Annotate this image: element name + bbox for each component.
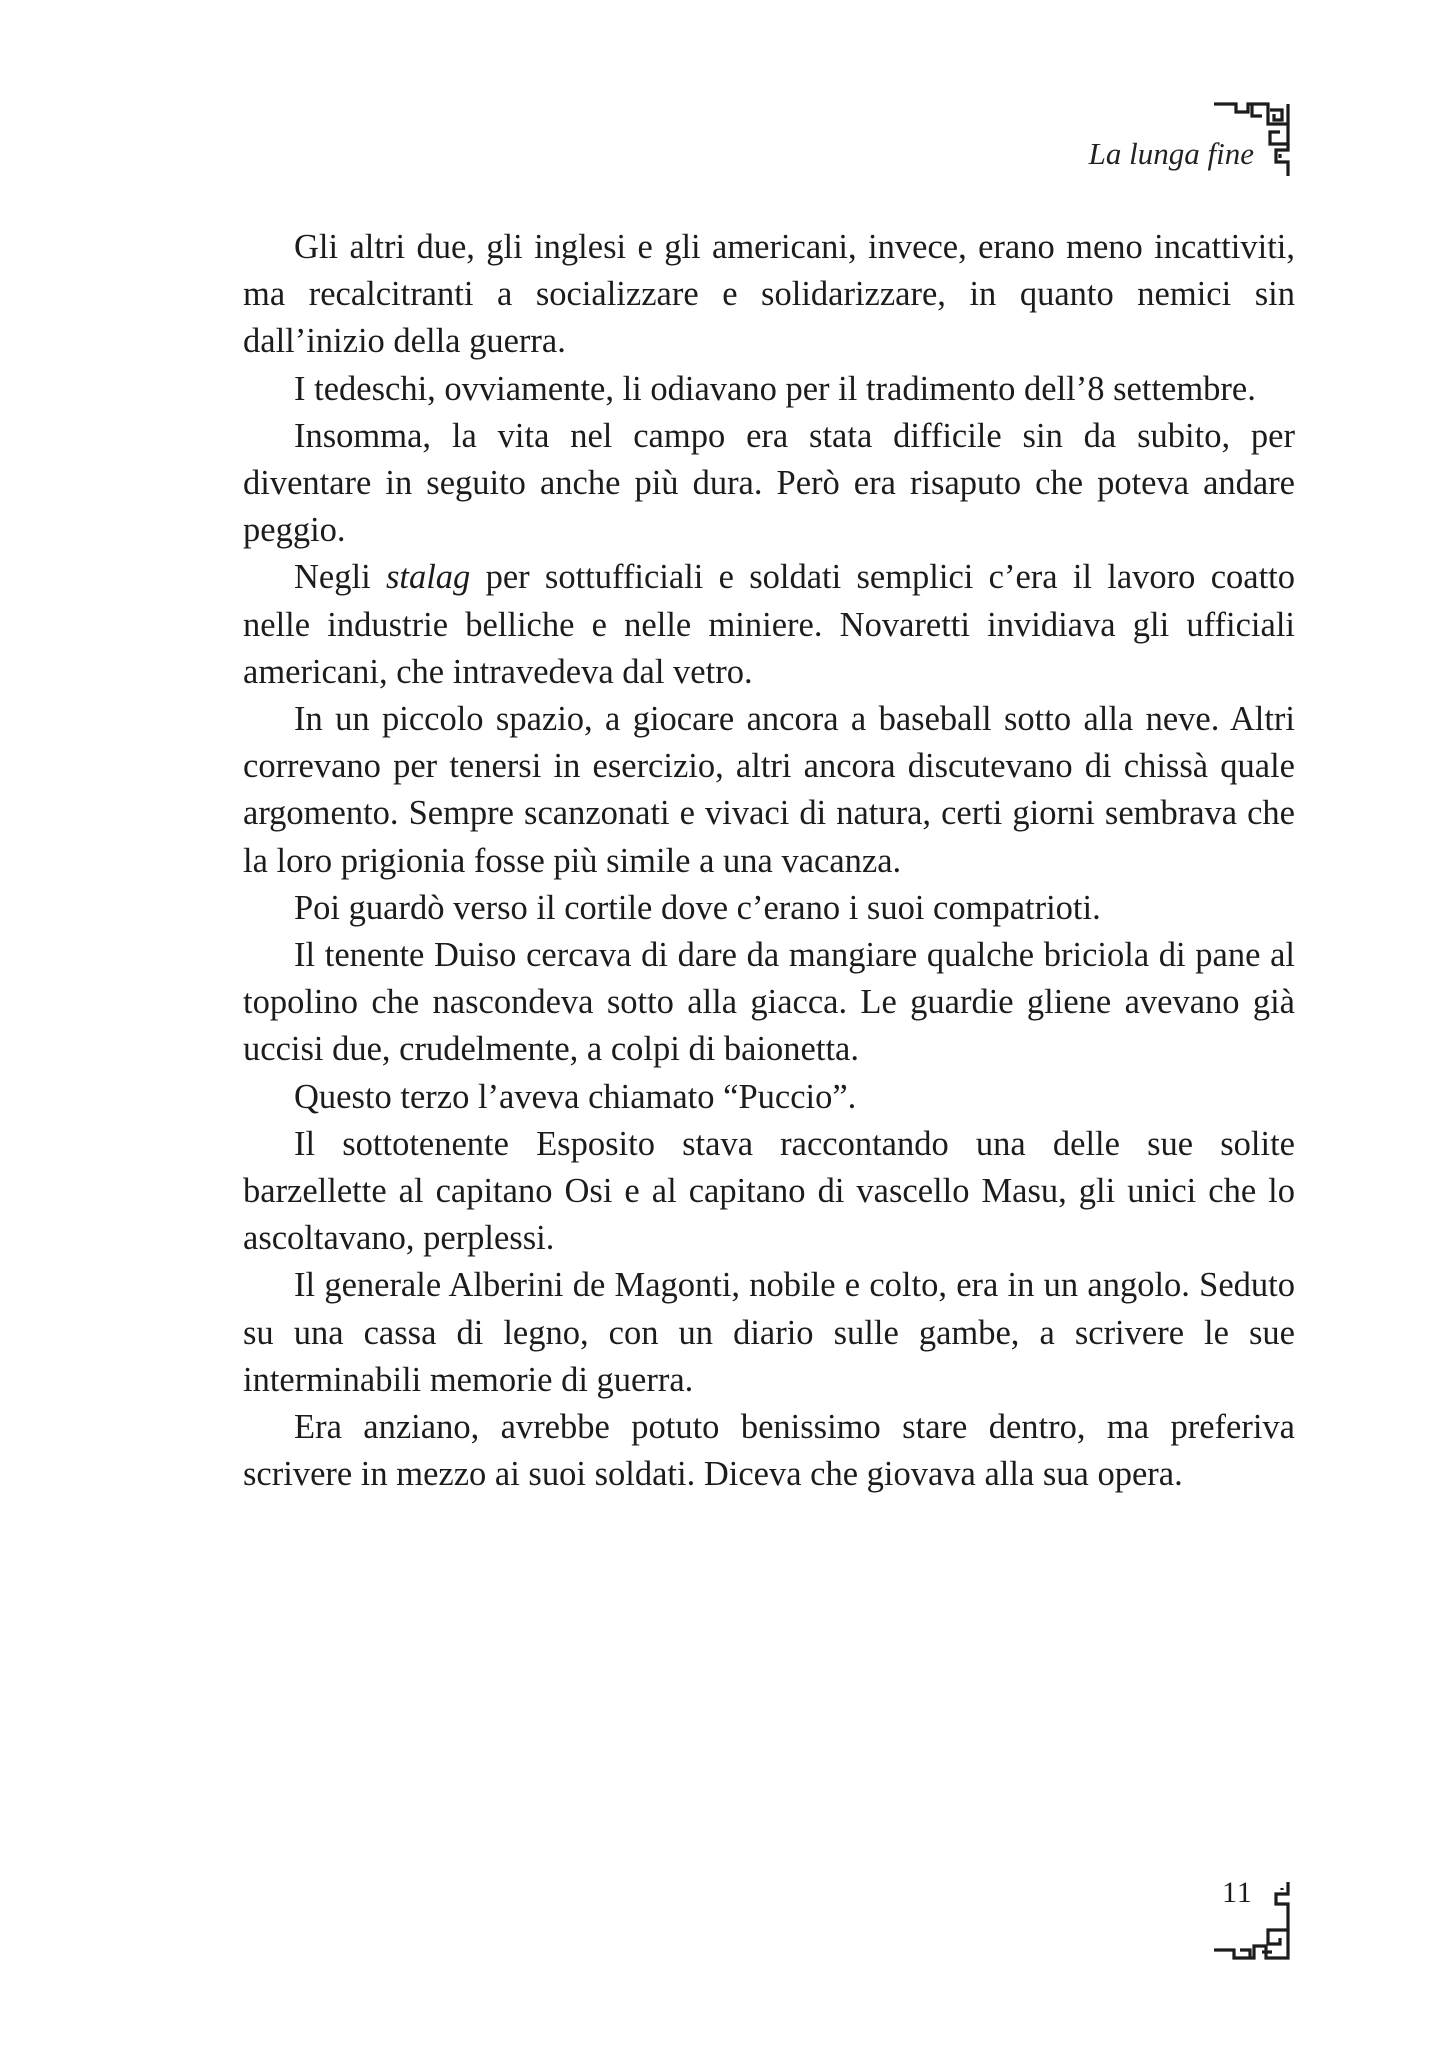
emphasized-term: stalag xyxy=(385,558,471,597)
paragraph: Il tenente Duiso cercava di dare da mangiare qualche briciola di pane al topolino che nascondeva sotto alla giacca. Le guardie gliene avevano già uccisi due, crudelmente, a colpi di baionetta. xyxy=(243,936,1295,1069)
paragraph: In un piccolo spazio, a giocare ancora a baseball sotto alla neve. Altri correvano per tenersi in esercizio, altri ancora discutevano di chissà quale argomento. Sempre scanzonati e vivaci di natura, certi giorni sembrava che la loro prigionia fosse più simile a una vacanza. xyxy=(243,700,1295,880)
running-title: La lunga fine xyxy=(1088,136,1254,171)
paragraph: Era anziano, avrebbe potuto benissimo stare dentro, ma preferiva scrivere in mezzo ai suoi soldati. Diceva che giovava alla sua opera. xyxy=(243,1408,1295,1494)
paragraph: Il sottotenente Esposito stava raccontando una delle sue solite barzellette al capitano Osi e al capitano di vascello Masu, gli unici che lo ascoltavano, perplessi. xyxy=(243,1124,1295,1258)
page-number: 11 xyxy=(1222,1876,1253,1909)
paragraph: Poi guardò verso il cortile dove c’erano i suoi compatrioti. xyxy=(294,888,1101,927)
paragraph: Il generale Alberini de Magonti, nobile e colto, era in un angolo. Seduto su una cassa di legno, con un diario sulle gambe, a scrivere le sue interminabili memorie di guerra. xyxy=(243,1266,1295,1399)
paragraph xyxy=(243,554,1295,696)
paragraph: Gli altri due, gli inglesi e gli americani, invece, erano meno incattiviti, ma recalcitranti a socializzare e solidarizzare, in quanto nemici sin dall’inizio della guerra. xyxy=(243,228,1295,361)
paragraph-text: per sottufficiali e soldati semplici c’era il lavoro coatto nelle industrie belliche e nelle miniere. Novaretti invidiava gli ufficiali americani, che intravedeva dal vetro. xyxy=(243,558,1296,691)
paragraph: Questo terzo l’aveva chiamato “Puccio”. xyxy=(294,1077,857,1116)
paragraph-text: Negli xyxy=(294,558,386,597)
paragraph: I tedeschi, ovviamente, li odiavano per il tradimento dell’8 settembre. xyxy=(294,369,1256,408)
paragraph: Insomma, la vita nel campo era stata difficile sin da subito, per diventare in seguito anche più dura. Però era risaputo che poteva andare peggio. xyxy=(243,416,1295,550)
meander-ornament-bottom-icon xyxy=(1210,1876,1292,1962)
body-text xyxy=(243,224,1295,1498)
